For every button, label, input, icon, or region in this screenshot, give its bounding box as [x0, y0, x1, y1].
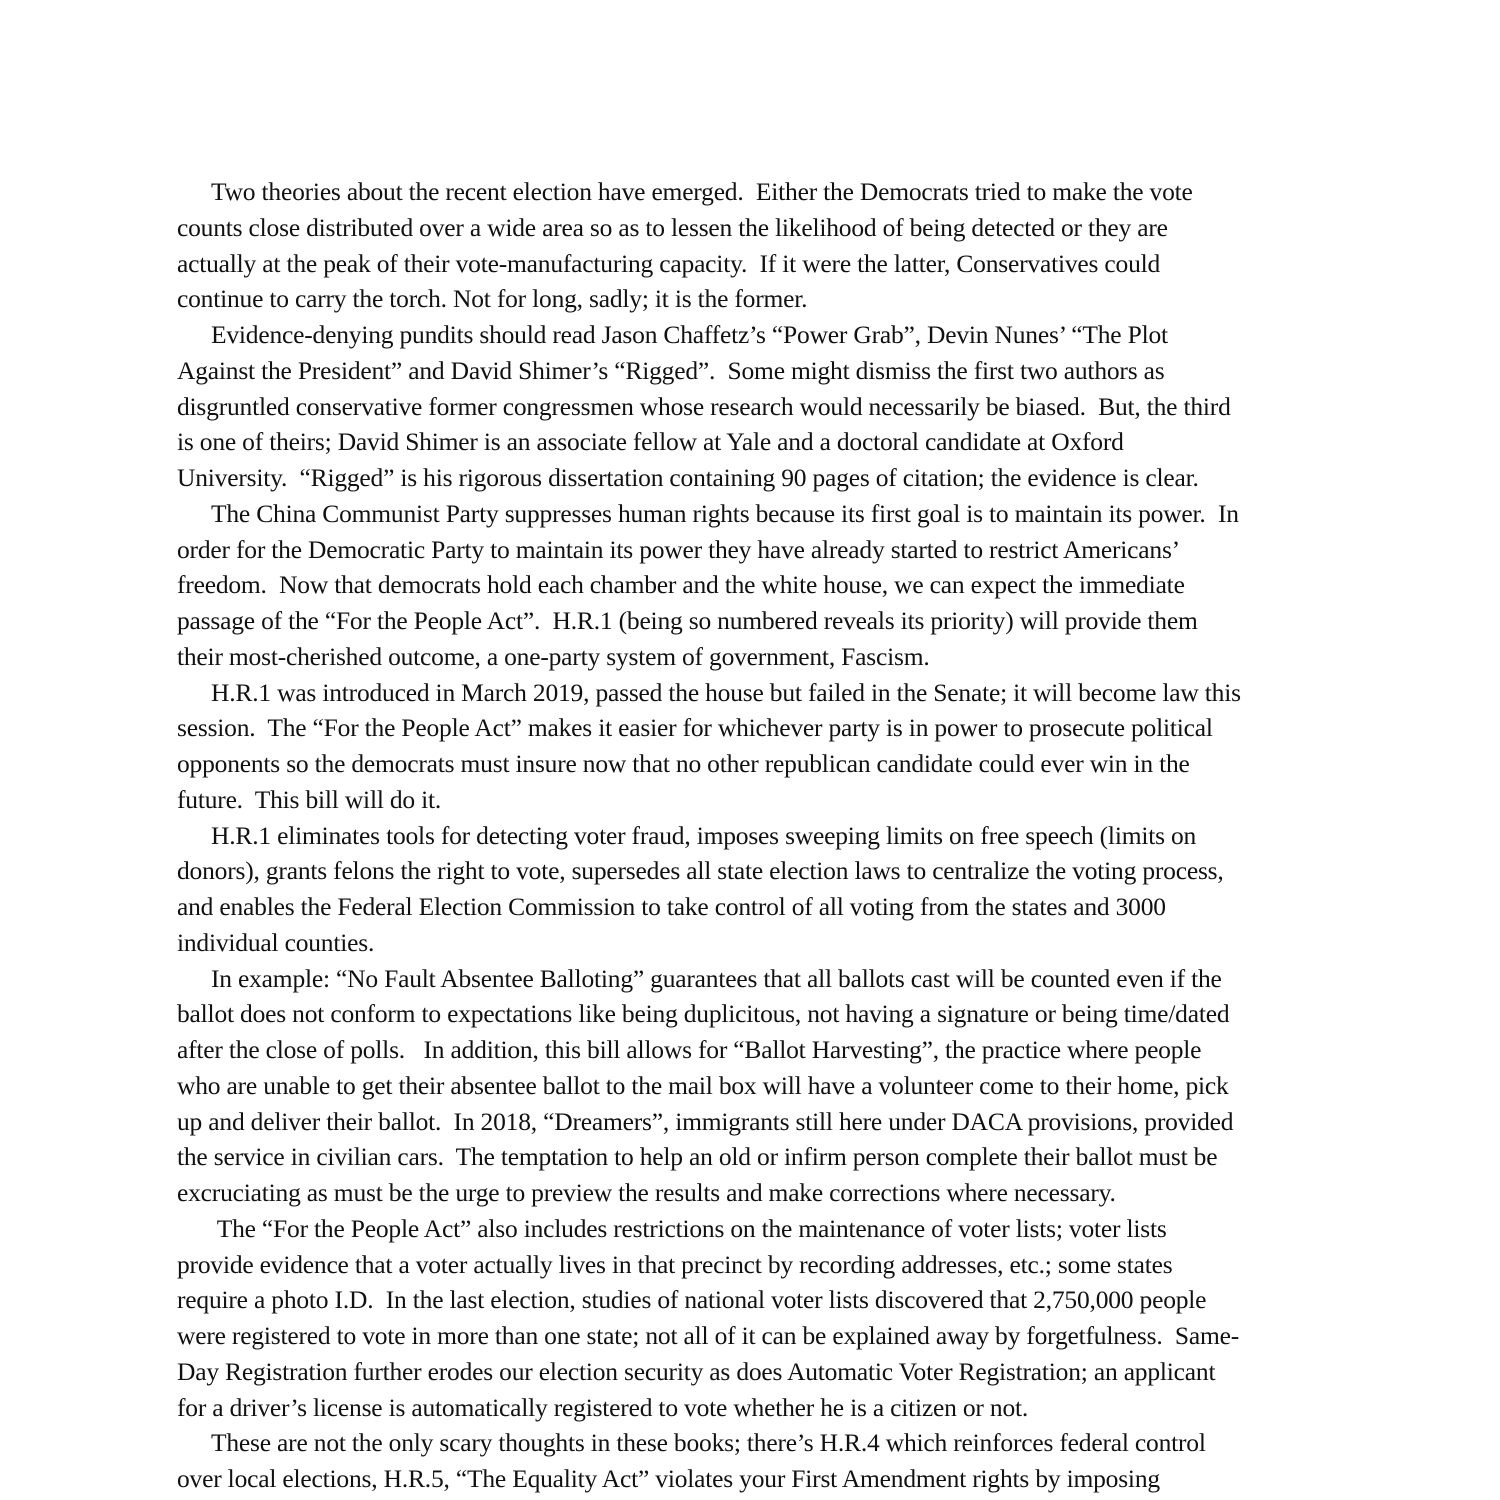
text-line: future. This bill will do it.: [177, 784, 442, 814]
text-line: continue to carry the torch. Not for long, sadly; it is the former.: [177, 284, 808, 314]
text-line: freedom. Now that democrats hold each chamber and the white house, we can expect the immediate: [177, 570, 1185, 600]
text-line: individual counties.: [177, 927, 375, 957]
text-line: up and deliver their ballot. In 2018, “Dreamers”, immigrants still here under DACA provisions, provided: [177, 1106, 1234, 1136]
paragraph-first-line: H.R.1 was introduced in March 2019, passed the house but failed in the Senate; it will become law this: [211, 677, 1241, 707]
paragraph-first-line: Two theories about the recent election have emerged. Either the Democrats tried to make the vote: [211, 177, 1193, 206]
text-line: were registered to vote in more than one state; not all of it can be explained away by forgetfulness. Same-: [177, 1321, 1240, 1350]
text-line: the service in civilian cars. The temptation to help an old or infirm person complete their ballot must be: [177, 1142, 1218, 1172]
text-line: and enables the Federal Election Commission to take control of all voting from the states and 3000: [177, 892, 1166, 921]
document-page: [177, 174, 1327, 1497]
text-line: Against the President” and David Shimer’s “Rigged”. Some might dismiss the first two authors as: [177, 355, 1165, 385]
text-line: disgruntled conservative former congressmen whose research would necessarily be biased. But, the third: [177, 391, 1231, 421]
paragraph-first-line: These are not the only scary thoughts in these books; there’s H.R.4 which reinforces federal control: [211, 1428, 1206, 1458]
text-line: order for the Democratic Party to maintain its power they have already started to restrict Americans’: [177, 534, 1180, 564]
paragraph-first-line: H.R.1 eliminates tools for detecting voter fraud, imposes sweeping limits on free speech (limits on: [211, 820, 1197, 850]
text-line: their most-cherished outcome, a one-party system of government, Fascism.: [177, 641, 930, 671]
text-line: excruciating as must be the urge to preview the results and make corrections where necessary.: [177, 1178, 1116, 1207]
text-line: counts close distributed over a wide area so as to lessen the likelihood of being detected or they are: [177, 212, 1168, 242]
text-line: who are unable to get their absentee ballot to the mail box will have a volunteer come to their home, pick: [177, 1070, 1229, 1100]
paragraph-first-line: The China Communist Party suppresses human rights because its first goal is to maintain its power. In: [211, 498, 1239, 528]
text-line: University. “Rigged” is his rigorous dissertation containing 90 pages of citation; the evidence is clear.: [177, 463, 1199, 492]
paragraph-first-line: The “For the People Act” also includes restrictions on the maintenance of voter lists; voter lists: [211, 1213, 1167, 1243]
text-line: after the close of polls. In addition, this bill allows for “Ballot Harvesting”, the practice where people: [177, 1035, 1202, 1064]
text-line: donors), grants felons the right to vote, supersedes all state election laws to centralize the voting process,: [177, 856, 1224, 886]
text-line: provide evidence that a voter actually lives in that precinct by recording addresses, etc.; some states: [177, 1249, 1173, 1279]
text-line: ballot does not conform to expectations like being duplicitous, not having a signature or being time/dated: [177, 999, 1230, 1029]
text-line: over local elections, H.R.5, “The Equality Act” violates your First Amendment rights by imposing: [177, 1464, 1160, 1493]
paragraph-first-line: In example: “No Fault Absentee Balloting” guarantees that all ballots cast will be counted even if the: [211, 963, 1222, 993]
text-line: is one of theirs; David Shimer is an associate fellow at Yale and a doctoral candidate at Oxford: [177, 427, 1124, 457]
text-line: Day Registration further erodes our election security as does Automatic Voter Registration; an applicant: [177, 1356, 1216, 1386]
text-line: actually at the peak of their vote-manufacturing capacity. If it were the latter, Conservatives could: [177, 248, 1161, 278]
text-line: passage of the “For the People Act”. H.R.1 (being so numbered reveals its priority) will provide them: [177, 606, 1198, 635]
paragraph-first-line: Evidence-denying pundits should read Jason Chaffetz’s “Power Grab”, Devin Nunes’ “The Plot: [211, 320, 1168, 349]
text-line: require a photo I.D. In the last election, studies of national voter lists discovered that 2,750,000 people: [177, 1285, 1207, 1315]
text-line: for a driver’s license is automatically registered to vote whether he is a citizen or not.: [177, 1392, 1029, 1422]
text-line: session. The “For the People Act” makes it easier for whichever party is in power to prosecute political: [177, 713, 1213, 743]
text-line: opponents so the democrats must insure now that no other republican candidate could ever win in the: [177, 749, 1190, 778]
